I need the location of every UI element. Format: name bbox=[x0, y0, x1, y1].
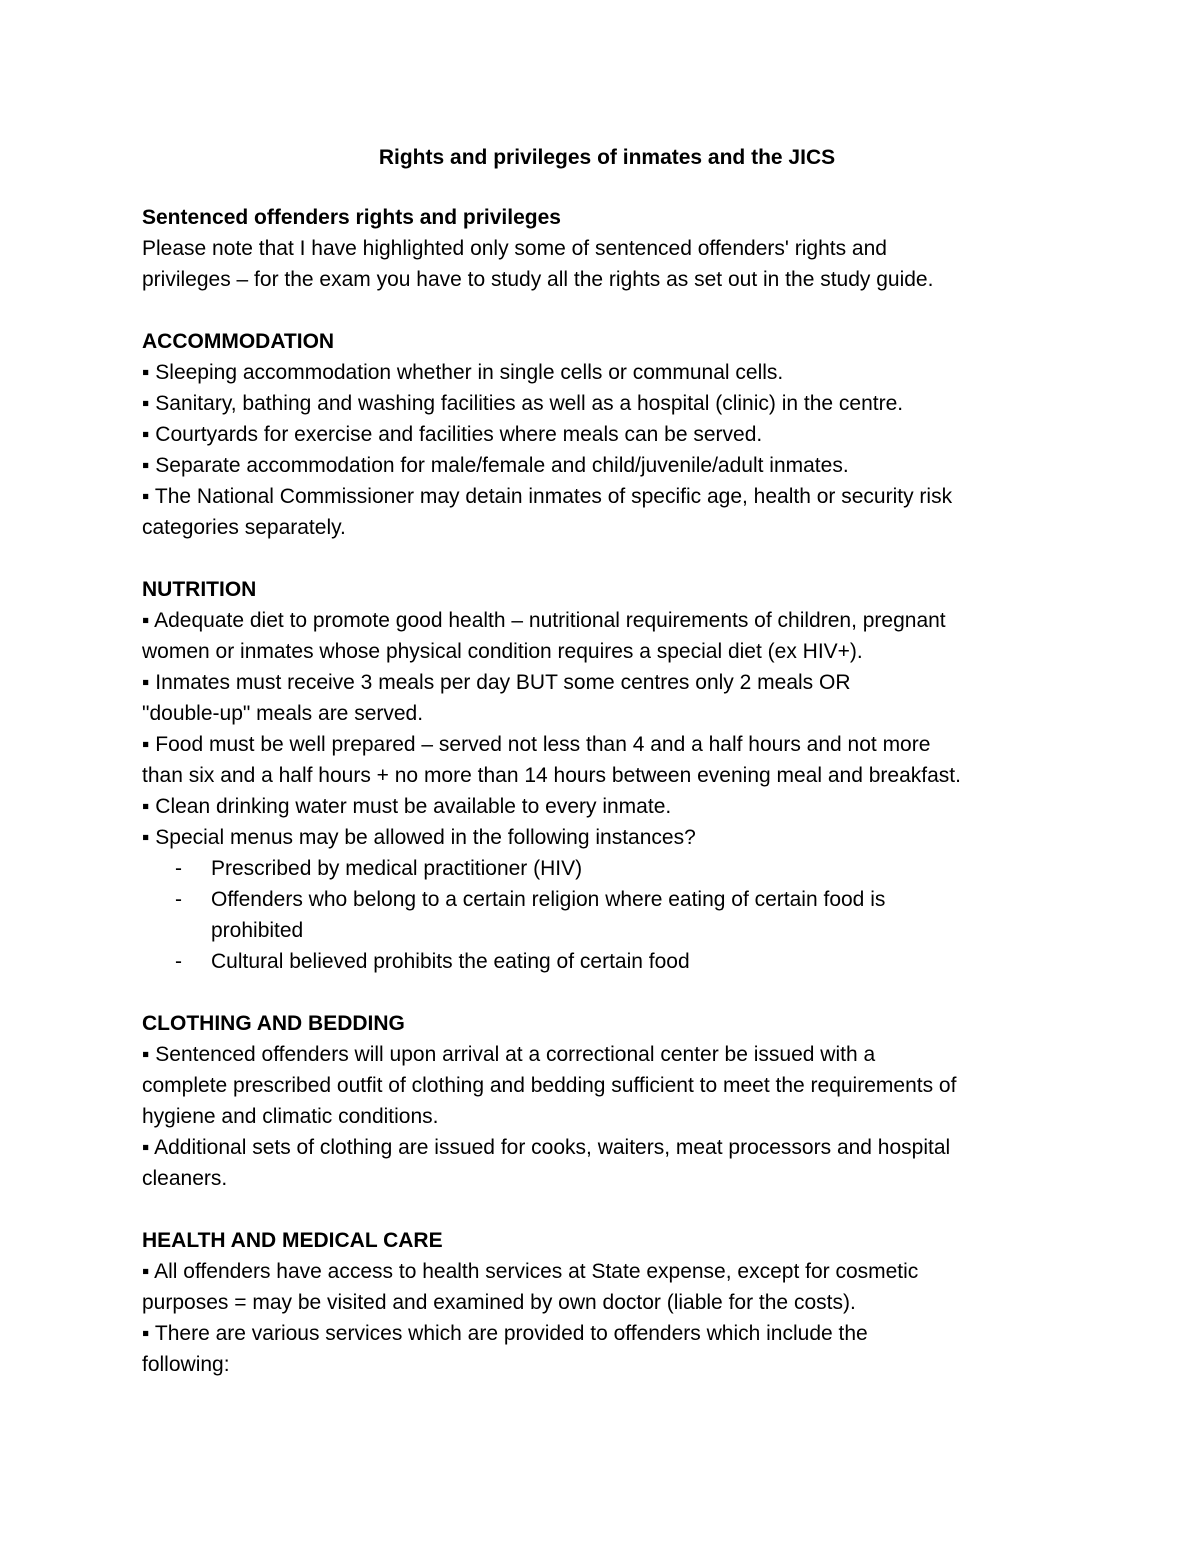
list-item bbox=[142, 946, 1072, 977]
nutrition-line: ▪ Food must be well prepared – served not less than 4 and a half hours and not more bbox=[142, 733, 931, 756]
nutrition-line: women or inmates whose physical condition requires a special diet (ex HIV+). bbox=[142, 640, 863, 663]
nutrition-line: "double-up" meals are served. bbox=[142, 702, 424, 725]
clothing-heading: CLOTHING AND BEDDING bbox=[142, 1012, 405, 1035]
nutrition-line: ▪ Special menus may be allowed in the following instances? bbox=[142, 826, 696, 849]
list-item bbox=[142, 853, 1072, 884]
list-item-text: prohibited bbox=[211, 919, 304, 942]
health-line: ▪ All offenders have access to health services at State expense, except for cosmetic bbox=[142, 1260, 919, 1283]
section-spacer bbox=[142, 543, 1072, 574]
list-item bbox=[142, 884, 1072, 946]
health-heading: HEALTH AND MEDICAL CARE bbox=[142, 1229, 443, 1252]
dash-bullet: - bbox=[175, 857, 182, 880]
clothing-line: ▪ Sentenced offenders will upon arrival at a correctional center be issued with a bbox=[142, 1043, 876, 1066]
document-page bbox=[142, 142, 1072, 1380]
clothing-section bbox=[142, 1008, 1072, 1194]
accommodation-line: categories separately. bbox=[142, 516, 346, 539]
nutrition-line: ▪ Adequate diet to promote good health – nutritional requirements of children, pregnant bbox=[142, 609, 946, 632]
accommodation-line: ▪ The National Commissioner may detain inmates of specific age, health or security risk bbox=[142, 485, 953, 508]
dash-bullet: - bbox=[175, 950, 182, 973]
list-item-text: Cultural believed prohibits the eating of certain food bbox=[211, 950, 690, 973]
special-menu-list bbox=[142, 853, 1072, 977]
nutrition-line: than six and a half hours + no more than 14 hours between evening meal and breakfast. bbox=[142, 764, 961, 787]
clothing-line: ▪ Additional sets of clothing are issued for cooks, waiters, meat processors and hospital bbox=[142, 1136, 951, 1159]
section-spacer bbox=[142, 295, 1072, 326]
accommodation-line: ▪ Sleeping accommodation whether in single cells or communal cells. bbox=[142, 361, 784, 384]
clothing-line: complete prescribed outfit of clothing and bedding sufficient to meet the requirements of bbox=[142, 1074, 957, 1097]
intro-section bbox=[142, 202, 1072, 295]
clothing-line: hygiene and climatic conditions. bbox=[142, 1105, 439, 1128]
accommodation-section bbox=[142, 326, 1072, 543]
accommodation-line: ▪ Separate accommodation for male/female and child/juvenile/adult inmates. bbox=[142, 454, 849, 477]
document-title: Rights and privileges of inmates and the JICS bbox=[378, 146, 836, 169]
health-line: ▪ There are various services which are provided to offenders which include the bbox=[142, 1322, 868, 1345]
nutrition-line: ▪ Clean drinking water must be available to every inmate. bbox=[142, 795, 672, 818]
intro-line: Please note that I have highlighted only some of sentenced offenders' rights and bbox=[142, 237, 887, 260]
dash-bullet: - bbox=[175, 888, 182, 911]
list-item-text: Offenders who belong to a certain religion where eating of certain food is bbox=[211, 888, 886, 911]
accommodation-heading: ACCOMMODATION bbox=[142, 330, 335, 353]
nutrition-section bbox=[142, 574, 1072, 977]
health-line: following: bbox=[142, 1353, 230, 1376]
intro-heading: Sentenced offenders rights and privileges bbox=[142, 206, 561, 229]
nutrition-heading: NUTRITION bbox=[142, 578, 257, 601]
section-spacer bbox=[142, 1194, 1072, 1225]
accommodation-line: ▪ Sanitary, bathing and washing facilities as well as a hospital (clinic) in the centre. bbox=[142, 392, 904, 415]
health-line: purposes = may be visited and examined by own doctor (liable for the costs). bbox=[142, 1291, 856, 1314]
health-section bbox=[142, 1225, 1072, 1380]
intro-line: privileges – for the exam you have to study all the rights as set out in the study guide. bbox=[142, 268, 934, 291]
accommodation-line: ▪ Courtyards for exercise and facilities where meals can be served. bbox=[142, 423, 763, 446]
nutrition-line: ▪ Inmates must receive 3 meals per day BUT some centres only 2 meals OR bbox=[142, 671, 851, 694]
section-spacer bbox=[142, 977, 1072, 1008]
clothing-line: cleaners. bbox=[142, 1167, 228, 1190]
list-item-text: Prescribed by medical practitioner (HIV) bbox=[211, 857, 583, 880]
